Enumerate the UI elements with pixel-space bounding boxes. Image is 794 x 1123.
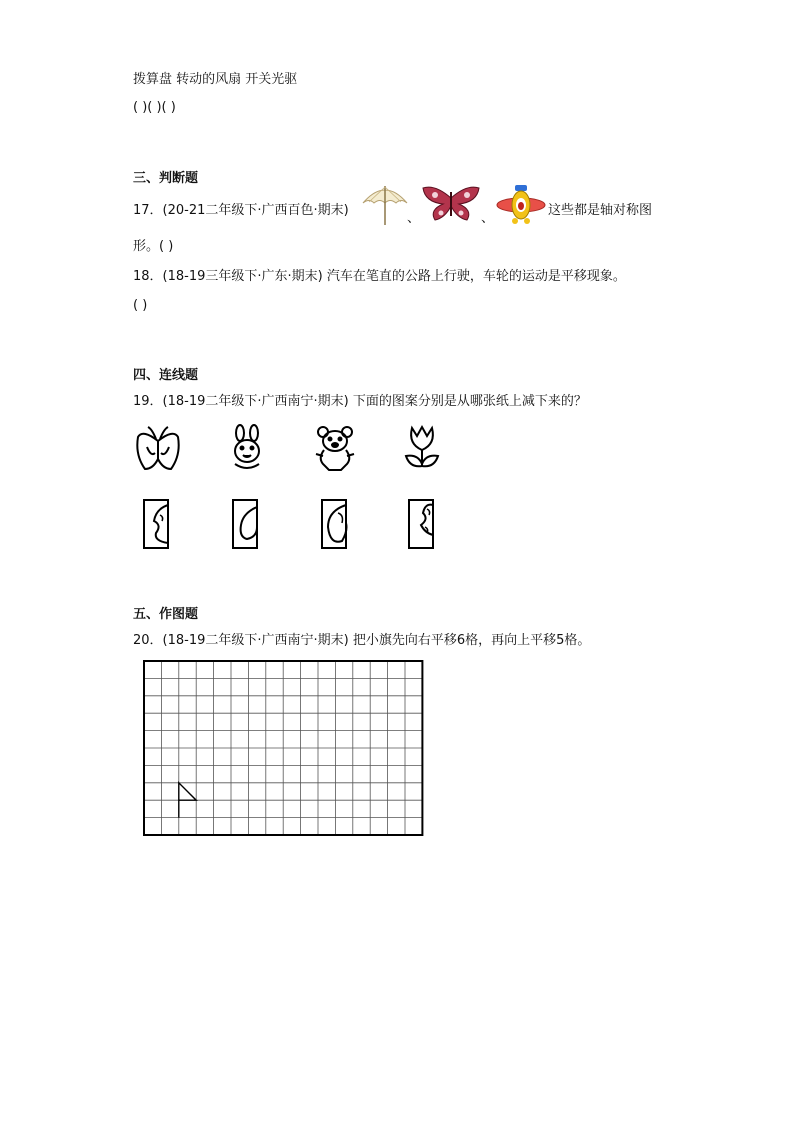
small-flag [179, 783, 196, 818]
section5-heading: 五、作图题 [133, 607, 199, 622]
top-items-line: 拨算盘 转动的风扇 开关光驱 [133, 72, 298, 87]
butterfly-image [421, 184, 481, 224]
q17-line2: 形。( ) [133, 239, 174, 254]
bear-outline [314, 424, 356, 472]
folded-paper-1 [140, 497, 172, 551]
q17-prefix: 17．(20-21二年级下·广西百色·期末) [133, 203, 349, 218]
umbrella-image [360, 183, 410, 227]
q18-blank: ( ) [133, 298, 148, 313]
folded-paper-4 [405, 497, 439, 551]
folded-paper-3 [318, 497, 350, 551]
q17-suffix: 这些都是轴对称图 [548, 203, 653, 218]
rabbit-outline [227, 424, 267, 472]
q17-separator-1: 、 [407, 211, 421, 226]
drawing-grid[interactable] [143, 660, 425, 838]
q19-text: 19．(18-19二年级下·广西南宁·期末) 下面的图案分别是从哪张纸上减下来的？ [133, 394, 587, 409]
top-blanks-line: ( )( )( ) [133, 100, 176, 115]
section4-heading: 四、连线题 [133, 368, 199, 383]
tulip-outline [402, 424, 442, 472]
q17-separator-2: 、 [481, 211, 495, 226]
q20-text: 20．(18-19二年级下·广西南宁·期末) 把小旗先向右平移6格，再向上平移5格。 [133, 633, 591, 648]
butterfly-outline [135, 425, 181, 473]
q18-text: 18．(18-19三年级下·广东·期末) 汽车在笔直的公路上行驶，车轮的运动是平移现象。 [133, 269, 626, 284]
folded-paper-2 [229, 497, 261, 551]
toy-airplane-image [495, 183, 547, 227]
section3-heading: 三、判断题 [133, 171, 199, 186]
